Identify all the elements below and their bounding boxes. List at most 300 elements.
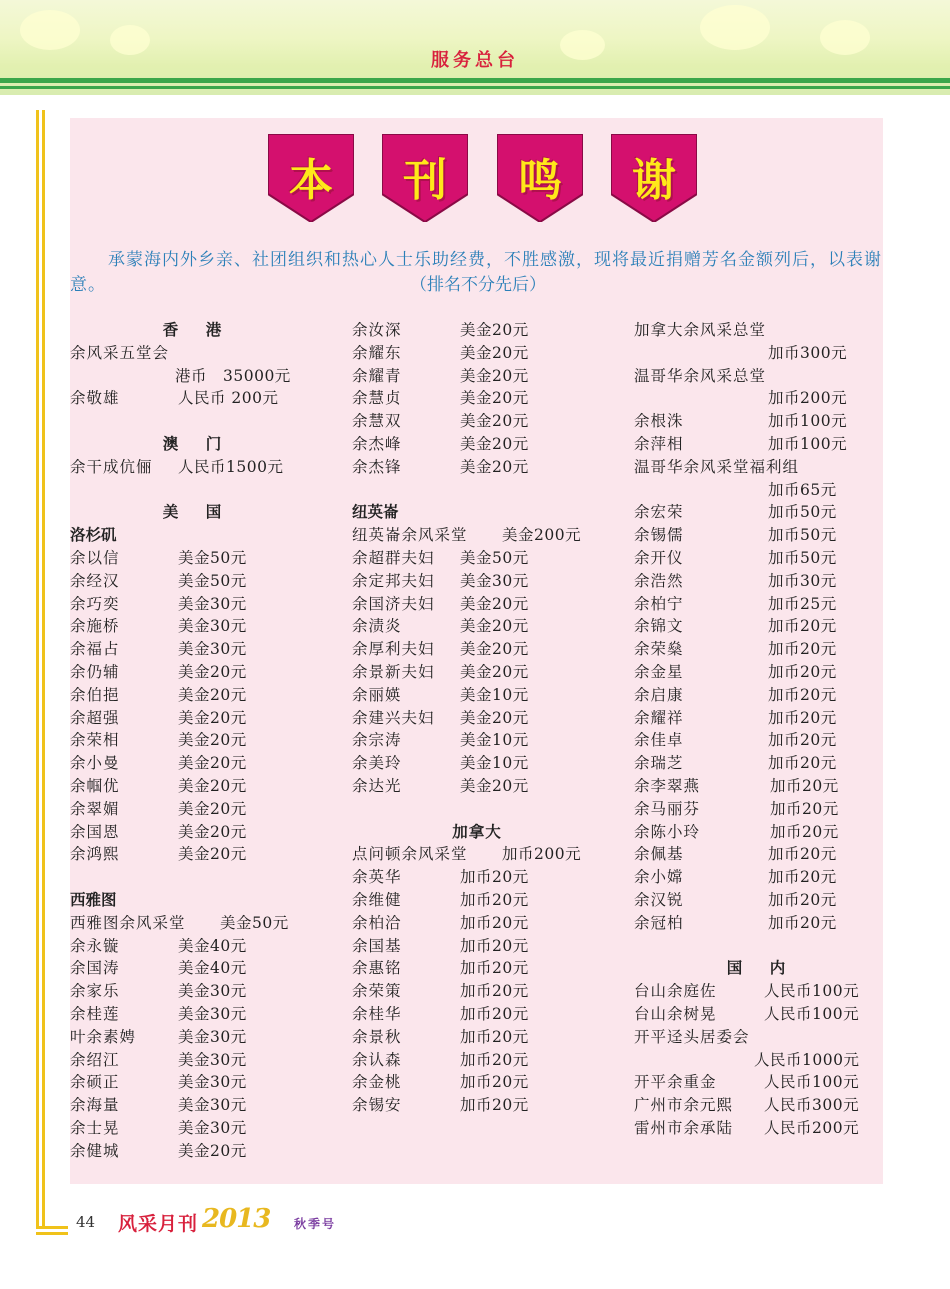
spacer xyxy=(634,935,884,958)
donor-row xyxy=(634,1094,884,1117)
donor-name: 余杰锋 xyxy=(352,457,402,476)
donation-amount: 美金20元 xyxy=(178,731,247,750)
donor-row xyxy=(634,707,884,730)
donor-row xyxy=(352,638,602,661)
donation-amount: 美金20元 xyxy=(460,457,529,476)
donor-name: 余耀东 xyxy=(352,343,402,362)
donor-name: 余国恩 xyxy=(70,822,120,841)
donor-row xyxy=(70,957,320,980)
donation-amount: 人民币1000元 xyxy=(754,1050,860,1069)
donation-amount: 美金20元 xyxy=(178,662,247,681)
donor-name: 温哥华余风采总堂 xyxy=(634,366,767,385)
donor-row xyxy=(634,479,884,502)
donor-row xyxy=(634,387,884,410)
donation-amount: 加币20元 xyxy=(460,936,529,955)
donor-row xyxy=(634,1049,884,1072)
donor-row xyxy=(70,615,320,638)
donor-row xyxy=(634,1026,884,1049)
donation-amount: 美金30元 xyxy=(178,1073,247,1092)
donation-amount: 加币20元 xyxy=(768,640,837,659)
donor-row xyxy=(70,684,320,707)
donation-amount: 加币20元 xyxy=(460,868,529,887)
donor-name: 开平迳头居委会 xyxy=(634,1027,750,1046)
donor-row xyxy=(352,1094,602,1117)
donation-amount: 美金10元 xyxy=(460,754,529,773)
donor-row xyxy=(70,775,320,798)
donor-name: 余萍相 xyxy=(634,434,684,453)
donor-row xyxy=(70,570,320,593)
donor-name: 余杰峰 xyxy=(352,434,402,453)
donor-name: 余马丽芬 xyxy=(634,799,701,818)
region-heading: 澳 门 xyxy=(162,433,228,453)
donor-name: 余定邦夫妇 xyxy=(352,571,435,590)
donor-name: 余锦文 xyxy=(634,617,684,636)
donation-amount: 加币20元 xyxy=(460,1027,529,1046)
donor-row xyxy=(634,889,884,912)
donor-row xyxy=(352,866,602,889)
donor-row xyxy=(634,729,884,752)
donor-name: 余锡儒 xyxy=(634,526,684,545)
donor-row xyxy=(634,433,884,456)
donation-amount: 美金20元 xyxy=(460,366,529,385)
donor-row xyxy=(352,319,602,342)
donor-row xyxy=(352,729,602,752)
donor-row xyxy=(634,775,884,798)
donation-amount: 美金30元 xyxy=(178,982,247,1001)
donor-row xyxy=(352,1071,602,1094)
left-gold-rule xyxy=(42,110,45,1228)
donation-amount: 美金30元 xyxy=(178,1118,247,1137)
donor-row xyxy=(352,1026,602,1049)
donation-amount: 美金20元 xyxy=(460,617,529,636)
donation-amount: 加币25元 xyxy=(768,594,837,613)
donation-amount: 美金30元 xyxy=(178,640,247,659)
donation-amount: 美金30元 xyxy=(178,1004,247,1023)
donor-name: 余宗涛 xyxy=(352,731,402,750)
donor-name: 余绍江 xyxy=(70,1050,120,1069)
spacer xyxy=(70,479,320,502)
donor-row xyxy=(352,547,602,570)
donation-amount: 人民币200元 xyxy=(764,1118,860,1137)
donor-row xyxy=(70,593,320,616)
donation-amount: 美金20元 xyxy=(460,343,529,362)
header-decoration xyxy=(700,5,770,50)
donor-name: 温哥华余风采堂福利组 xyxy=(634,457,800,476)
donor-row xyxy=(70,387,320,410)
donor-name: 余佩基 xyxy=(634,845,684,864)
intro-block xyxy=(70,248,883,298)
donor-name: 余金星 xyxy=(634,662,684,681)
donor-name: 余国济夫妇 xyxy=(352,594,435,613)
donor-row xyxy=(352,593,602,616)
donor-row xyxy=(634,661,884,684)
spacer xyxy=(70,410,320,433)
donor-column xyxy=(70,319,320,1162)
donor-name: 余启康 xyxy=(634,685,684,704)
donation-amount: 加币20元 xyxy=(460,890,529,909)
donor-name: 余超群夫妇 xyxy=(352,548,435,567)
banner-badge xyxy=(268,134,354,222)
donor-name: 余荣相 xyxy=(70,731,120,750)
city-heading: 纽英崙 xyxy=(352,502,399,522)
donation-amount: 加币20元 xyxy=(460,1096,529,1115)
donor-name: 余瑞芝 xyxy=(634,754,684,773)
donor-row xyxy=(634,570,884,593)
donor-name: 余锡安 xyxy=(352,1096,402,1115)
donation-amount: 美金30元 xyxy=(460,571,529,590)
issue-year: 2013 xyxy=(202,1204,271,1234)
banner-character: 本 xyxy=(289,155,333,206)
donor-row xyxy=(634,524,884,547)
donation-amount: 加币20元 xyxy=(460,1073,529,1092)
donor-row xyxy=(352,980,602,1003)
donor-row xyxy=(352,1049,602,1072)
donor-row xyxy=(352,410,602,433)
donation-amount: 加币20元 xyxy=(768,845,837,864)
donation-amount: 美金20元 xyxy=(178,776,247,795)
banner-badge xyxy=(497,134,583,222)
donation-amount: 美金50元 xyxy=(460,548,529,567)
page-number: 44 xyxy=(76,1213,96,1231)
region-heading: 香 港 xyxy=(162,320,228,339)
donor-row xyxy=(634,342,884,365)
donor-row xyxy=(352,387,602,410)
donor-name: 余敬雄 xyxy=(70,389,120,408)
donation-amount: 美金10元 xyxy=(460,731,529,750)
donor-row xyxy=(352,661,602,684)
donor-name: 余海量 xyxy=(70,1096,120,1115)
donor-name: 余经汉 xyxy=(70,571,120,590)
donation-amount: 美金20元 xyxy=(178,754,247,773)
donation-amount: 加币20元 xyxy=(768,890,837,909)
donor-row xyxy=(70,1026,320,1049)
donor-row xyxy=(70,843,320,866)
header-rule xyxy=(0,78,950,83)
donor-row xyxy=(352,342,602,365)
spacer xyxy=(352,798,602,821)
donor-row xyxy=(352,889,602,912)
donation-amount: 加币50元 xyxy=(768,526,837,545)
donation-amount: 美金20元 xyxy=(178,685,247,704)
page-header xyxy=(0,0,950,95)
donor-row xyxy=(70,456,320,479)
donation-amount: 人民币1500元 xyxy=(178,457,284,476)
donor-row xyxy=(70,365,320,388)
donor-name: 余慧贞 xyxy=(352,389,402,408)
donor-name: 余慧双 xyxy=(352,412,402,431)
donor-row xyxy=(70,798,320,821)
donor-name: 点问顿余风采堂 xyxy=(352,845,468,864)
donation-amount: 美金20元 xyxy=(178,822,247,841)
donation-amount: 美金30元 xyxy=(178,1096,247,1115)
donor-row xyxy=(352,912,602,935)
donation-amount: 加币20元 xyxy=(768,868,837,887)
donor-name: 余达光 xyxy=(352,776,402,795)
donation-amount: 人民币100元 xyxy=(764,1073,860,1092)
donation-amount: 加币20元 xyxy=(460,1004,529,1023)
donation-amount: 加币50元 xyxy=(768,548,837,567)
donor-name: 余桂华 xyxy=(352,1004,402,1023)
donation-amount: 美金200元 xyxy=(502,526,582,545)
donor-row xyxy=(70,1117,320,1140)
donor-name: 余荣燊 xyxy=(634,640,684,659)
donation-amount: 加币20元 xyxy=(770,799,839,818)
donation-amount: 美金20元 xyxy=(178,1141,247,1160)
donor-name: 余汝深 xyxy=(352,321,402,339)
donation-amount: 加币20元 xyxy=(460,1050,529,1069)
donation-amount: 加币20元 xyxy=(460,913,529,932)
donor-row xyxy=(70,821,320,844)
spacer xyxy=(352,479,602,502)
donor-name: 余柏洽 xyxy=(352,913,402,932)
donor-name: 余金桃 xyxy=(352,1073,402,1092)
donor-row xyxy=(634,1071,884,1094)
donation-amount: 美金20元 xyxy=(460,708,529,727)
donor-row xyxy=(352,524,602,547)
banner-character: 刊 xyxy=(403,155,447,206)
donor-row xyxy=(70,912,320,935)
donor-row xyxy=(70,935,320,958)
donor-row xyxy=(70,980,320,1003)
donor-row xyxy=(634,684,884,707)
donor-name: 西雅图余风采堂 xyxy=(70,913,186,932)
donation-amount: 美金20元 xyxy=(460,434,529,453)
donor-name: 叶余素娉 xyxy=(70,1027,137,1046)
donor-row xyxy=(634,980,884,1003)
donor-name: 余巧奕 xyxy=(70,594,120,613)
donor-name: 余小曼 xyxy=(70,754,120,773)
donor-column xyxy=(634,319,884,1140)
donor-name: 余健城 xyxy=(70,1141,120,1160)
donor-row xyxy=(634,547,884,570)
left-gold-rule xyxy=(36,110,39,1228)
donor-row xyxy=(634,410,884,433)
donation-amount: 美金20元 xyxy=(178,845,247,864)
donor-name: 余翠媚 xyxy=(70,799,120,818)
donation-amount: 加币200元 xyxy=(502,845,582,864)
donor-name: 余渍炎 xyxy=(352,617,402,636)
donation-amount: 人民币100元 xyxy=(764,982,860,1001)
donor-row xyxy=(352,433,602,456)
donor-name: 余美玲 xyxy=(352,754,402,773)
donor-name: 余李翠燕 xyxy=(634,776,701,795)
donation-amount: 加币20元 xyxy=(768,731,837,750)
donor-row xyxy=(70,638,320,661)
donation-amount: 加币30元 xyxy=(768,571,837,590)
donation-amount: 美金20元 xyxy=(460,776,529,795)
donor-row xyxy=(352,957,602,980)
donor-name: 余耀青 xyxy=(352,366,402,385)
donor-row xyxy=(352,615,602,638)
donation-amount: 加币100元 xyxy=(768,434,848,453)
donor-row xyxy=(634,319,884,342)
donor-name: 余冠柏 xyxy=(634,913,684,932)
donor-row xyxy=(70,342,320,365)
header-decoration xyxy=(20,10,80,50)
donor-name: 余汉锐 xyxy=(634,890,684,909)
donor-name: 余英华 xyxy=(352,868,402,887)
donation-amount: 加币20元 xyxy=(768,708,837,727)
donor-row xyxy=(352,456,602,479)
donor-row xyxy=(352,775,602,798)
donor-row xyxy=(634,456,884,479)
banner-character: 谢 xyxy=(632,155,676,206)
donor-name: 余开仪 xyxy=(634,548,684,567)
donation-amount: 港币 35000元 xyxy=(175,366,291,385)
donation-amount: 美金20元 xyxy=(460,662,529,681)
donor-name: 余宏荣 xyxy=(634,503,684,522)
banner-character: 鸣 xyxy=(518,155,562,206)
banner-badge xyxy=(382,134,468,222)
bottom-gold-rule xyxy=(36,1226,68,1229)
issue-season: 秋季号 xyxy=(294,1217,337,1231)
donor-name: 余鸿熙 xyxy=(70,845,120,864)
city-heading: 洛杉矶 xyxy=(70,525,117,545)
donor-name: 余国涛 xyxy=(70,959,120,978)
donor-row xyxy=(352,365,602,388)
donor-name: 余耀祥 xyxy=(634,708,684,727)
donor-name: 余超强 xyxy=(70,708,120,727)
donor-row xyxy=(70,661,320,684)
donation-amount: 美金20元 xyxy=(460,640,529,659)
donor-name: 余国基 xyxy=(352,936,402,955)
header-rule xyxy=(0,86,950,89)
donor-row xyxy=(634,821,884,844)
donor-row xyxy=(352,1003,602,1026)
donor-row xyxy=(352,707,602,730)
donor-name: 雷州市余承陆 xyxy=(634,1118,734,1137)
donor-name: 台山余庭佐 xyxy=(634,982,717,1001)
donation-amount: 加币300元 xyxy=(768,343,848,362)
donation-amount: 美金40元 xyxy=(178,959,247,978)
donor-name: 余桂莲 xyxy=(70,1004,120,1023)
donor-name: 余帼优 xyxy=(70,776,120,795)
bottom-gold-rule xyxy=(36,1232,68,1235)
donation-amount: 美金20元 xyxy=(460,412,529,431)
donor-row xyxy=(634,912,884,935)
donor-name: 余柏宁 xyxy=(634,594,684,613)
donor-row xyxy=(634,798,884,821)
donor-row xyxy=(352,752,602,775)
donor-name: 余陈小玲 xyxy=(634,822,701,841)
donor-row xyxy=(634,638,884,661)
donation-amount: 加币65元 xyxy=(768,480,837,499)
donation-amount: 加币100元 xyxy=(768,412,848,431)
donation-amount: 加币20元 xyxy=(768,617,837,636)
donor-row xyxy=(70,1049,320,1072)
donor-name: 余硕正 xyxy=(70,1073,120,1092)
donor-name: 余厚利夫妇 xyxy=(352,640,435,659)
donor-row xyxy=(70,752,320,775)
donor-row xyxy=(70,1003,320,1026)
donor-name: 余永镟 xyxy=(70,936,120,955)
donor-row xyxy=(352,684,602,707)
donor-name: 加拿大余风采总堂 xyxy=(634,321,767,339)
donor-name: 余荣策 xyxy=(352,982,402,1001)
donation-amount: 美金20元 xyxy=(460,321,529,339)
donor-name: 余仍辅 xyxy=(70,662,120,681)
donation-amount: 美金50元 xyxy=(178,548,247,567)
donor-name: 余认森 xyxy=(352,1050,402,1069)
donation-amount: 美金10元 xyxy=(460,685,529,704)
donor-name: 余小嫦 xyxy=(634,868,684,887)
donation-amount: 美金30元 xyxy=(178,1027,247,1046)
donor-row xyxy=(70,547,320,570)
donor-name: 台山余树晃 xyxy=(634,1004,717,1023)
donation-amount: 美金40元 xyxy=(178,936,247,955)
donor-name: 余维健 xyxy=(352,890,402,909)
donation-amount: 美金20元 xyxy=(178,799,247,818)
donor-name: 广州市余元熙 xyxy=(634,1096,734,1115)
donor-name: 余风采五堂会 xyxy=(70,343,170,362)
donation-amount: 加币20元 xyxy=(768,662,837,681)
donor-row xyxy=(352,570,602,593)
donor-name: 余以信 xyxy=(70,548,120,567)
donation-amount: 美金50元 xyxy=(220,913,289,932)
donation-amount: 加币20元 xyxy=(460,982,529,1001)
intro-note: （排名不分先后） xyxy=(410,275,546,295)
donor-row xyxy=(352,843,602,866)
donation-amount: 美金20元 xyxy=(178,708,247,727)
donor-name: 余根洙 xyxy=(634,412,684,431)
donation-amount: 人民币100元 xyxy=(764,1004,860,1023)
donor-row xyxy=(634,593,884,616)
donation-amount: 美金20元 xyxy=(460,594,529,613)
donation-amount: 加币50元 xyxy=(768,503,837,522)
donation-amount: 美金30元 xyxy=(178,617,247,636)
donor-row xyxy=(634,1117,884,1140)
donor-row xyxy=(634,752,884,775)
donor-row xyxy=(70,707,320,730)
region-heading: 国 内 xyxy=(726,958,792,978)
donor-row xyxy=(634,866,884,889)
donation-amount: 人民币 200元 xyxy=(178,389,279,408)
donor-row xyxy=(634,501,884,524)
donation-amount: 美金20元 xyxy=(460,389,529,408)
city-heading: 西雅图 xyxy=(70,889,117,909)
magazine-name: 风采月刊 xyxy=(118,1213,199,1235)
donor-row xyxy=(70,1094,320,1117)
donor-name: 余景秋 xyxy=(352,1027,402,1046)
donor-name: 余建兴夫妇 xyxy=(352,708,435,727)
donor-name: 余福占 xyxy=(70,640,120,659)
donor-row xyxy=(634,1003,884,1026)
banner-badge xyxy=(611,134,697,222)
donation-amount: 加币20元 xyxy=(460,959,529,978)
donor-name: 余伯挹 xyxy=(70,685,120,704)
donor-name: 余景新夫妇 xyxy=(352,662,435,681)
donation-amount: 加币20元 xyxy=(770,822,839,841)
donor-row xyxy=(70,729,320,752)
intro-text: 承蒙海内外乡亲、社团组织和热心人士乐助经费，不胜感激，现将最近捐赠芳名金额列后，以表谢意。 xyxy=(70,250,882,295)
donor-name: 余士晃 xyxy=(70,1118,120,1137)
donor-row xyxy=(634,843,884,866)
donation-amount: 加币20元 xyxy=(770,776,839,795)
donor-row xyxy=(634,365,884,388)
donation-amount: 人民币300元 xyxy=(764,1096,860,1115)
donor-name: 余佳卓 xyxy=(634,731,684,750)
donor-name: 余惠铭 xyxy=(352,959,402,978)
donation-amount: 美金50元 xyxy=(178,571,247,590)
donor-row xyxy=(70,1140,320,1163)
donation-amount: 加币20元 xyxy=(768,913,837,932)
donor-name: 余施桥 xyxy=(70,617,120,636)
donor-row xyxy=(634,615,884,638)
section-title: 服务总台 xyxy=(431,50,519,71)
region-heading: 加拿大 xyxy=(452,821,502,841)
donor-name: 余家乐 xyxy=(70,982,120,1001)
donation-amount: 加币20元 xyxy=(768,754,837,773)
